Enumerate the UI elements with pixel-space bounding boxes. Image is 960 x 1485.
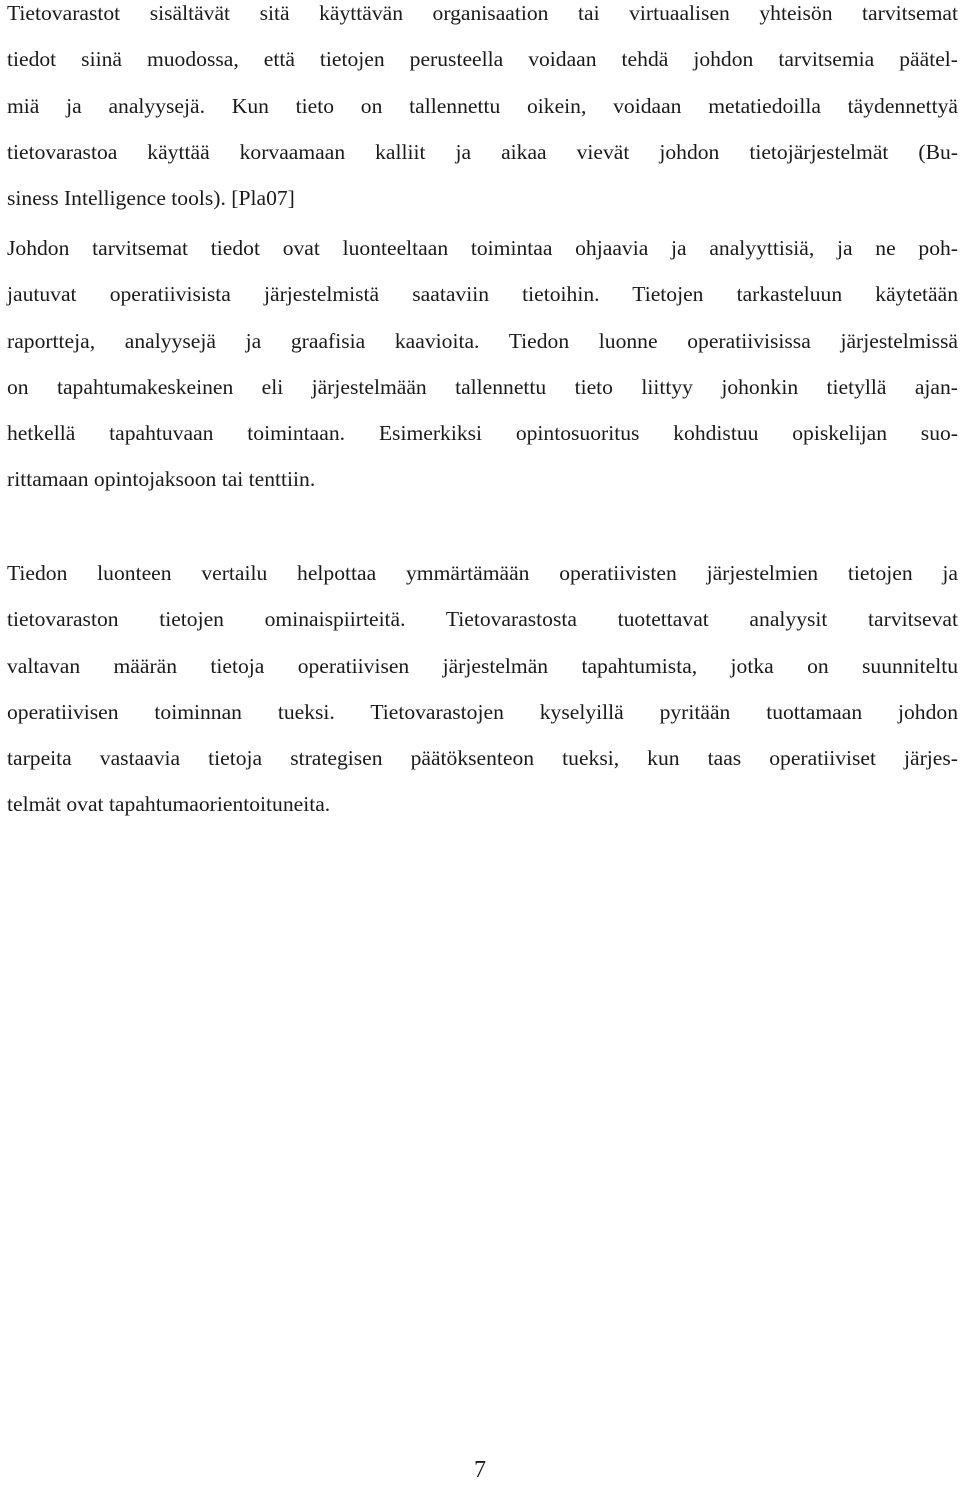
paragraph-line: rittamaan opintojaksoon tai tenttiin. xyxy=(7,467,316,492)
paragraph-line: tietovarastoa käyttää korvaamaan kalliit ja aikaa vievät johdon tietojärjestelmät (Bu- xyxy=(7,139,958,164)
paragraph-line: hetkellä tapahtuvaan toimintaan. Esimerkiksi opintosuoritus kohdistuu opiskelijan suo- xyxy=(7,421,958,446)
paragraph-line: valtavan määrän tietoja operatiivisen järjestelmän tapahtumista, jotka on suunniteltu xyxy=(7,653,958,678)
paragraph-line: miä ja analyysejä. Kun tieto on tallennettu oikein, voidaan metatiedoilla täydennettyä xyxy=(7,93,958,118)
paragraph-line: telmät ovat tapahtumaorientoituneita. xyxy=(7,792,331,817)
paragraph-1 xyxy=(7,0,958,221)
paragraph-line: siness Intelligence tools). [Pla07] xyxy=(7,186,295,211)
paragraph-line: Johdon tarvitsemat tiedot ovat luonteeltaan toimintaa ohjaavia ja analyyttisiä, ja ne poh- xyxy=(7,236,958,260)
paragraph-line: tarpeita vastaavia tietoja strategisen päätöksenteon tueksi, kun taas operatiiviset järjes- xyxy=(7,746,958,771)
paragraph-line: Tietovarastot sisältävät sitä käyttävän organisaation tai virtuaalisen yhteisön tarvitsemat xyxy=(7,1,958,25)
paragraph-line: raportteja, analyysejä ja graafisia kaavioita. Tiedon luonne operatiivisissa järjestelmissä xyxy=(7,328,958,353)
paragraph-line: Tiedon luonteen vertailu helpottaa ymmärtämään operatiivisten järjestelmien tietojen ja xyxy=(7,561,958,585)
paragraph-2 xyxy=(7,225,958,503)
paragraph-line: operatiivisen toiminnan tueksi. Tietovarastojen kyselyillä pyritään tuottamaan johdon xyxy=(7,699,958,724)
paragraph-line: on tapahtumakeskeinen eli järjestelmään tallennettu tieto liittyy johonkin tietyllä ajan- xyxy=(7,374,958,399)
page-number: 7 xyxy=(474,1457,486,1483)
paragraph-line: tiedot siinä muodossa, että tietojen perusteella voidaan tehdä johdon tarvitsemia päätel- xyxy=(7,47,958,72)
paragraph-3 xyxy=(7,550,958,828)
paragraph-line: jautuvat operatiivisista järjestelmistä saataviin tietoihin. Tietojen tarkasteluun käytetään xyxy=(7,282,958,307)
paragraph-line: tietovaraston tietojen ominaispiirteitä. Tietovarastosta tuotettavat analyysit tarvitsevat xyxy=(7,607,958,632)
